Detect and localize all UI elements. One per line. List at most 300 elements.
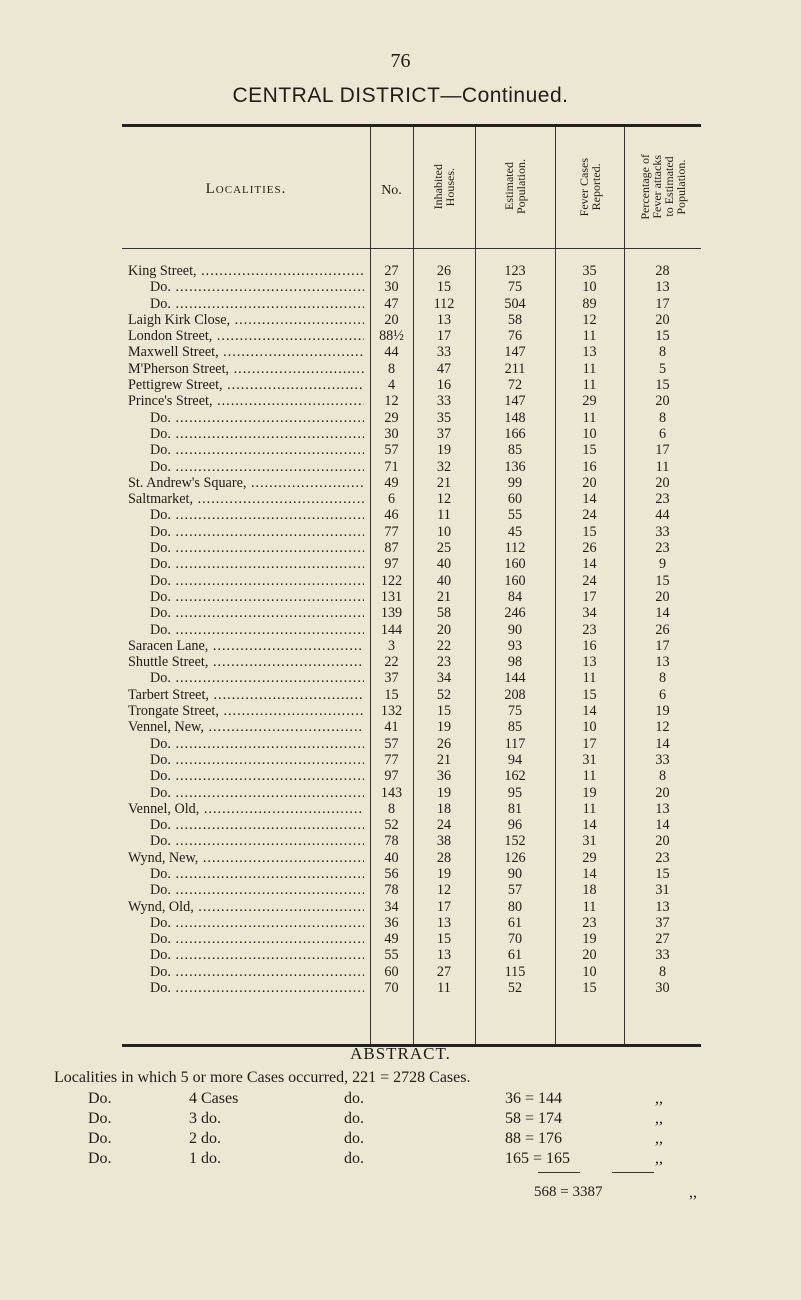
percentage-cell: 17	[655, 637, 670, 654]
inhabited-houses-cell: 58	[436, 605, 452, 622]
table-row	[122, 393, 701, 409]
number-cell: 30	[384, 279, 399, 296]
fever-cases-cell: 15	[582, 442, 597, 459]
table-row	[122, 475, 701, 491]
number-cell: 143	[380, 784, 403, 801]
estimated-population-cell: 211	[504, 360, 526, 377]
fever-cases-cell: 35	[582, 263, 597, 279]
locality-cell: Saltmarket, .....	[128, 491, 364, 507]
estimated-population-cell: 75	[507, 703, 523, 720]
table-row	[122, 964, 701, 980]
locality-cell: London Street, .....	[128, 328, 364, 344]
number-cell: 78	[384, 882, 399, 899]
fever-cases-cell: 29	[582, 393, 597, 410]
inhabited-houses-cell: 26	[436, 263, 452, 279]
inhabited-houses-cell: 15	[436, 931, 452, 948]
table-row	[122, 491, 701, 507]
fever-cases-cell: 11	[582, 768, 597, 785]
percentage-cell: 20	[655, 311, 670, 328]
locality-cell: Maxwell Street, .....	[128, 344, 364, 360]
fever-cases-cell: 20	[582, 947, 597, 964]
percentage-cell: 20	[655, 833, 670, 850]
fever-cases-cell: 19	[582, 931, 597, 948]
fever-cases-cell: 23	[582, 621, 597, 638]
locality-cell: Saracen Lane, .....	[128, 638, 364, 654]
estimated-population-cell: 166	[504, 425, 526, 442]
table-row	[122, 344, 701, 360]
percentage-cell: 15	[655, 328, 670, 345]
locality-cell: Do. .....	[128, 605, 364, 621]
estimated-population-cell: 58	[507, 311, 523, 328]
page-heading: CENTRAL DISTRICT—Continued.	[232, 84, 569, 107]
inhabited-houses-cell: 10	[436, 523, 452, 540]
fever-cases-cell: 12	[582, 311, 597, 328]
table-row	[122, 377, 701, 393]
estimated-population-cell: 75	[507, 279, 523, 296]
number-cell: 8	[387, 360, 396, 377]
table-row	[122, 882, 701, 898]
estimated-population-cell: 123	[504, 263, 526, 279]
percentage-cell: 20	[655, 393, 670, 410]
percentage-cell: 30	[655, 980, 670, 997]
inhabited-houses-cell: 19	[436, 719, 452, 736]
locality-cell: Do. .....	[128, 507, 364, 523]
percentage-cell: 33	[655, 523, 670, 540]
fever-cases-cell: 14	[582, 865, 597, 882]
estimated-population-cell: 136	[504, 458, 526, 475]
abstract-do: Do.	[88, 1090, 112, 1107]
estimated-population-cell: 80	[507, 898, 523, 915]
locality-cell: Do. .....	[128, 426, 364, 442]
inhabited-houses-cell: 24	[436, 817, 452, 834]
fever-cases-cell: 24	[582, 507, 597, 524]
locality-cell: Do. .....	[128, 540, 364, 556]
number-cell: 144	[380, 621, 403, 638]
estimated-population-cell: 115	[504, 963, 526, 980]
estimated-population-cell: 99	[507, 474, 523, 491]
table-row	[122, 556, 701, 572]
locality-cell: Do. .....	[128, 915, 364, 931]
estimated-population-cell: 52	[507, 980, 523, 997]
estimated-population-cell: 96	[507, 817, 523, 834]
table-row	[122, 670, 701, 686]
inhabited-houses-cell: 20	[436, 621, 452, 638]
locality-cell: Pettigrew Street, .....	[128, 377, 364, 393]
locality-cell: Do. .....	[128, 459, 364, 475]
number-cell: 46	[384, 507, 399, 524]
locality-cell: Do. .....	[128, 752, 364, 768]
locality-cell: Wynd, New, .....	[128, 850, 364, 866]
table-row	[122, 654, 701, 670]
locality-cell: Do. .....	[128, 442, 364, 458]
abstract-do: Do.	[88, 1150, 112, 1167]
table-body	[122, 263, 701, 996]
number-cell: 37	[384, 670, 399, 687]
fever-cases-cell: 11	[582, 360, 597, 377]
fever-cases-cell: 15	[582, 523, 597, 540]
locality-cell: Vennel, New, .....	[128, 719, 364, 735]
locality-cell: Do. .....	[128, 882, 364, 898]
fever-cases-cell: 23	[582, 914, 597, 931]
abstract-product: 36 = 144	[505, 1090, 563, 1107]
table-row	[122, 785, 701, 801]
estimated-population-cell: 72	[507, 377, 523, 394]
fever-cases-cell: 31	[582, 833, 597, 850]
number-cell: 77	[384, 523, 399, 540]
inhabited-houses-cell: 15	[436, 279, 452, 296]
number-cell: 139	[380, 605, 403, 622]
inhabited-houses-cell: 34	[436, 670, 452, 687]
estimated-header-cell	[475, 131, 555, 243]
locality-cell: Trongate Street, .....	[128, 703, 364, 719]
percentage-cell: 8	[658, 670, 667, 687]
fever-cases-cell: 11	[582, 898, 597, 915]
inhabited-houses-cell: 21	[436, 751, 452, 768]
fever-cases-cell: 15	[582, 686, 597, 703]
estimated-population-cell: 76	[507, 328, 523, 345]
inhabited-houses-cell: 19	[436, 784, 452, 801]
percentage-cell: 5	[658, 360, 667, 377]
table-row	[122, 573, 701, 589]
number-cell: 29	[384, 409, 399, 426]
abstract-cases: 3 do.	[189, 1110, 221, 1127]
locality-cell: Do. .....	[128, 964, 364, 980]
abstract-title: ABSTRACT.	[350, 1044, 451, 1063]
locality-cell: Do. .....	[128, 296, 364, 312]
estimated-population-cell: 208	[504, 686, 526, 703]
locality-cell: Do. .....	[128, 947, 364, 963]
fever-cases-cell: 89	[582, 295, 597, 312]
inhabited-houses-cell: 32	[436, 458, 452, 475]
percentage-cell: 33	[655, 947, 670, 964]
number-cell: 87	[384, 540, 399, 557]
inhabited-houses-cell: 18	[436, 800, 452, 817]
fever-cases-cell: 34	[582, 605, 597, 622]
percentage-cell: 11	[655, 458, 670, 475]
table-row	[122, 915, 701, 931]
locality-cell: Do. .....	[128, 279, 364, 295]
fever-cases-cell: 17	[582, 588, 597, 605]
locality-cell: Do. .....	[128, 866, 364, 882]
abstract-total-suffix: ,,	[689, 1184, 697, 1201]
locality-cell: Vennel, Old, .....	[128, 801, 364, 817]
number-cell: 49	[384, 931, 399, 948]
inhabited-houses-cell: 16	[436, 377, 452, 394]
estimated-population-cell: 160	[504, 556, 526, 573]
locality-cell: Wynd, Old, .....	[128, 899, 364, 915]
estimated-population-cell: 85	[507, 442, 523, 459]
fever-cases-cell: 17	[582, 735, 597, 752]
percentage-cell: 33	[655, 751, 670, 768]
abstract-product: 58 = 174	[505, 1110, 563, 1127]
number-cell: 71	[384, 458, 399, 475]
percentage-cell: 15	[655, 572, 670, 589]
inhabited-houses-cell: 23	[436, 654, 452, 671]
number-cell: 57	[384, 735, 399, 752]
fever-cases-cell: 31	[582, 751, 597, 768]
locality-cell: Shuttle Street, .....	[128, 654, 364, 670]
number-cell: 77	[384, 751, 399, 768]
inhabited-houses-cell: 47	[436, 360, 452, 377]
fever-cases-cell: 10	[582, 963, 597, 980]
fever-cases-cell: 11	[582, 409, 597, 426]
fever-cases-cell: 11	[582, 670, 597, 687]
table-row	[122, 866, 701, 882]
fever-cases-header: Fever Cases Reported.	[576, 157, 603, 217]
estimated-population-cell: 60	[507, 491, 523, 508]
percentage-cell: 19	[655, 703, 670, 720]
table-row	[122, 752, 701, 768]
table-row	[122, 817, 701, 833]
estimated-population-cell: 162	[504, 768, 526, 785]
locality-cell: Do. .....	[128, 622, 364, 638]
estimated-population-cell: 45	[507, 523, 523, 540]
abstract-cases: 1 do.	[189, 1150, 221, 1167]
fever-cases-cell: 14	[582, 491, 597, 508]
inhabited-houses-cell: 19	[436, 442, 452, 459]
fever-cases-cell: 10	[582, 279, 597, 296]
table-row	[122, 801, 701, 817]
inhabited-houses-cell: 38	[436, 833, 452, 850]
fever-cases-cell: 10	[582, 425, 597, 442]
table-row	[122, 328, 701, 344]
percentage-cell: 8	[658, 344, 667, 361]
locality-cell: Do. .....	[128, 410, 364, 426]
percentage-cell: 15	[655, 377, 670, 394]
inhabited-houses-cell: 37	[436, 425, 452, 442]
number-cell: 15	[384, 686, 399, 703]
inhabited-header-cell	[413, 131, 475, 243]
number-cell: 97	[384, 556, 399, 573]
fever-cases-cell: 13	[582, 654, 597, 671]
number-cell: 3	[387, 637, 396, 654]
percentage-cell: 20	[655, 784, 670, 801]
localities-header: Localities.	[205, 181, 287, 197]
number-cell: 52	[384, 817, 399, 834]
abstract-first-line: Localities in which 5 or more Cases occurred, 221 = 2728 Cases.	[54, 1069, 471, 1086]
number-cell: 40	[384, 849, 399, 866]
sum-rule	[612, 1172, 654, 1173]
percentage-cell: 13	[655, 800, 670, 817]
percentage-cell: 23	[655, 540, 670, 557]
table-row	[122, 703, 701, 719]
estimated-population-cell: 84	[507, 588, 523, 605]
estimated-population-cell: 90	[507, 621, 523, 638]
locality-cell: Laigh Kirk Close, .....	[128, 312, 364, 328]
table-row	[122, 459, 701, 475]
fever-cases-cell: 11	[582, 328, 597, 345]
header-rule	[122, 248, 701, 249]
locality-cell: Tarbert Street, .....	[128, 687, 364, 703]
table-row	[122, 638, 701, 654]
number-cell: 47	[384, 295, 399, 312]
estimated-population-cell: 504	[504, 295, 526, 312]
locality-cell: Do. .....	[128, 768, 364, 784]
locality-cell: Do. .....	[128, 556, 364, 572]
number-cell: 30	[384, 425, 399, 442]
number-cell: 122	[380, 572, 403, 589]
percentage-cell: 15	[655, 865, 670, 882]
number-cell: 88½	[379, 328, 404, 345]
percentage-cell: 8	[658, 963, 667, 980]
abstract-total: 568 = 3387	[534, 1184, 603, 1200]
statistics-table	[122, 124, 701, 1047]
locality-cell: Do. .....	[128, 524, 364, 540]
estimated-population-cell: 144	[504, 670, 526, 687]
percentage-cell: 17	[655, 442, 670, 459]
inhabited-houses-cell: 12	[436, 882, 452, 899]
table-row	[122, 524, 701, 540]
estimated-population-cell: 55	[507, 507, 523, 524]
estimated-population-cell: 61	[507, 947, 523, 964]
abstract-do: Do.	[88, 1110, 112, 1127]
number-cell: 57	[384, 442, 399, 459]
number-cell: 60	[384, 963, 399, 980]
abstract-ditto: do.	[344, 1110, 364, 1127]
number-cell: 70	[384, 980, 399, 997]
inhabited-houses-cell: 35	[436, 409, 452, 426]
fever-cases-cell: 15	[582, 980, 597, 997]
table-row	[122, 279, 701, 295]
percentage-cell: 28	[655, 263, 670, 279]
estimated-population-header: Estimated Population.	[502, 159, 528, 215]
inhabited-houses-cell: 21	[436, 474, 452, 491]
inhabited-houses-cell: 112	[433, 295, 455, 312]
inhabited-houses-cell: 28	[436, 849, 452, 866]
percentage-cell: 17	[655, 295, 670, 312]
inhabited-houses-cell: 15	[436, 703, 452, 720]
number-cell: 4	[387, 377, 396, 394]
locality-cell: Prince's Street, .....	[128, 393, 364, 409]
abstract-ditto: do.	[344, 1130, 364, 1147]
table-row	[122, 410, 701, 426]
fever-cases-cell: 10	[582, 719, 597, 736]
estimated-population-cell: 94	[507, 751, 523, 768]
estimated-population-cell: 246	[504, 605, 526, 622]
table-row	[122, 833, 701, 849]
abstract-product: 88 = 176	[505, 1130, 563, 1147]
number-cell: 20	[384, 311, 399, 328]
percentage-cell: 23	[655, 491, 670, 508]
estimated-population-cell: 98	[507, 654, 523, 671]
inhabited-houses-cell: 52	[436, 686, 452, 703]
number-cell: 8	[387, 800, 396, 817]
inhabited-houses-cell: 13	[436, 947, 452, 964]
sum-rule	[538, 1172, 580, 1173]
inhabited-houses-cell: 33	[436, 393, 452, 410]
number-cell: 12	[384, 393, 399, 410]
estimated-population-cell: 95	[507, 784, 523, 801]
number-cell: 132	[380, 703, 403, 720]
percentage-cell: 23	[655, 849, 670, 866]
locality-cell: St. Andrew's Square, .....	[128, 475, 364, 491]
estimated-population-cell: 85	[507, 719, 523, 736]
number-cell: 55	[384, 947, 399, 964]
inhabited-houses-cell: 22	[436, 637, 452, 654]
percentage-header: Percentage of Fever attacks to Estimated Population.	[637, 154, 688, 220]
table-row	[122, 296, 701, 312]
percentage-cell: 20	[655, 474, 670, 491]
percentage-header-cell	[624, 131, 701, 243]
table-row	[122, 589, 701, 605]
abstract-ditto-mark: ,,	[655, 1130, 663, 1147]
locality-cell: Do. .....	[128, 670, 364, 686]
number-cell: 6	[387, 491, 396, 508]
table-row	[122, 312, 701, 328]
inhabited-houses-cell: 17	[436, 898, 452, 915]
fever-cases-cell: 26	[582, 540, 597, 557]
percentage-cell: 31	[655, 882, 670, 899]
abstract-cases: 4 Cases	[189, 1090, 239, 1107]
fever-cases-cell: 14	[582, 556, 597, 573]
table-row	[122, 361, 701, 377]
locality-cell: King Street, .....	[128, 263, 364, 279]
estimated-population-cell: 57	[507, 882, 523, 899]
inhabited-houses-cell: 36	[436, 768, 452, 785]
abstract-cases: 2 do.	[189, 1130, 221, 1147]
number-cell: 97	[384, 768, 399, 785]
percentage-cell: 8	[658, 768, 667, 785]
percentage-cell: 27	[655, 931, 670, 948]
locality-cell: Do. .....	[128, 817, 364, 833]
percentage-cell: 14	[655, 817, 670, 834]
fever-cases-cell: 18	[582, 882, 597, 899]
fever-cases-cell: 20	[582, 474, 597, 491]
table-row	[122, 931, 701, 947]
estimated-population-cell: 81	[507, 800, 523, 817]
inhabited-houses-header: Inhabited Houses.	[431, 164, 457, 210]
percentage-cell: 37	[655, 914, 670, 931]
percentage-cell: 8	[658, 409, 667, 426]
inhabited-houses-cell: 26	[436, 735, 452, 752]
abstract-ditto: do.	[344, 1150, 364, 1167]
table-row	[122, 736, 701, 752]
estimated-population-cell: 93	[507, 637, 523, 654]
table-row	[122, 947, 701, 963]
table-row	[122, 687, 701, 703]
inhabited-houses-cell: 33	[436, 344, 452, 361]
fever-header-cell	[555, 131, 624, 243]
inhabited-houses-cell: 40	[436, 572, 452, 589]
inhabited-houses-cell: 40	[436, 556, 452, 573]
percentage-cell: 26	[655, 621, 670, 638]
locality-cell: Do. .....	[128, 980, 364, 996]
number-cell: 22	[384, 654, 399, 671]
inhabited-houses-cell: 11	[437, 507, 451, 524]
locality-cell: Do. .....	[128, 589, 364, 605]
percentage-cell: 13	[655, 654, 670, 671]
estimated-population-cell: 61	[507, 914, 523, 931]
locality-cell: Do. .....	[128, 736, 364, 752]
table-row	[122, 719, 701, 735]
estimated-population-cell: 148	[504, 409, 526, 426]
table-row	[122, 768, 701, 784]
fever-cases-cell: 16	[582, 458, 597, 475]
table-row	[122, 442, 701, 458]
percentage-cell: 14	[655, 735, 670, 752]
fever-cases-cell: 11	[582, 377, 597, 394]
fever-cases-cell: 13	[582, 344, 597, 361]
estimated-population-cell: 117	[504, 735, 526, 752]
abstract-ditto: do.	[344, 1090, 364, 1107]
inhabited-houses-cell: 12	[436, 491, 452, 508]
table-row	[122, 850, 701, 866]
abstract-do: Do.	[88, 1130, 112, 1147]
number-cell: 56	[384, 865, 399, 882]
table-row	[122, 507, 701, 523]
fever-cases-cell: 16	[582, 637, 597, 654]
locality-cell: Do. .....	[128, 931, 364, 947]
